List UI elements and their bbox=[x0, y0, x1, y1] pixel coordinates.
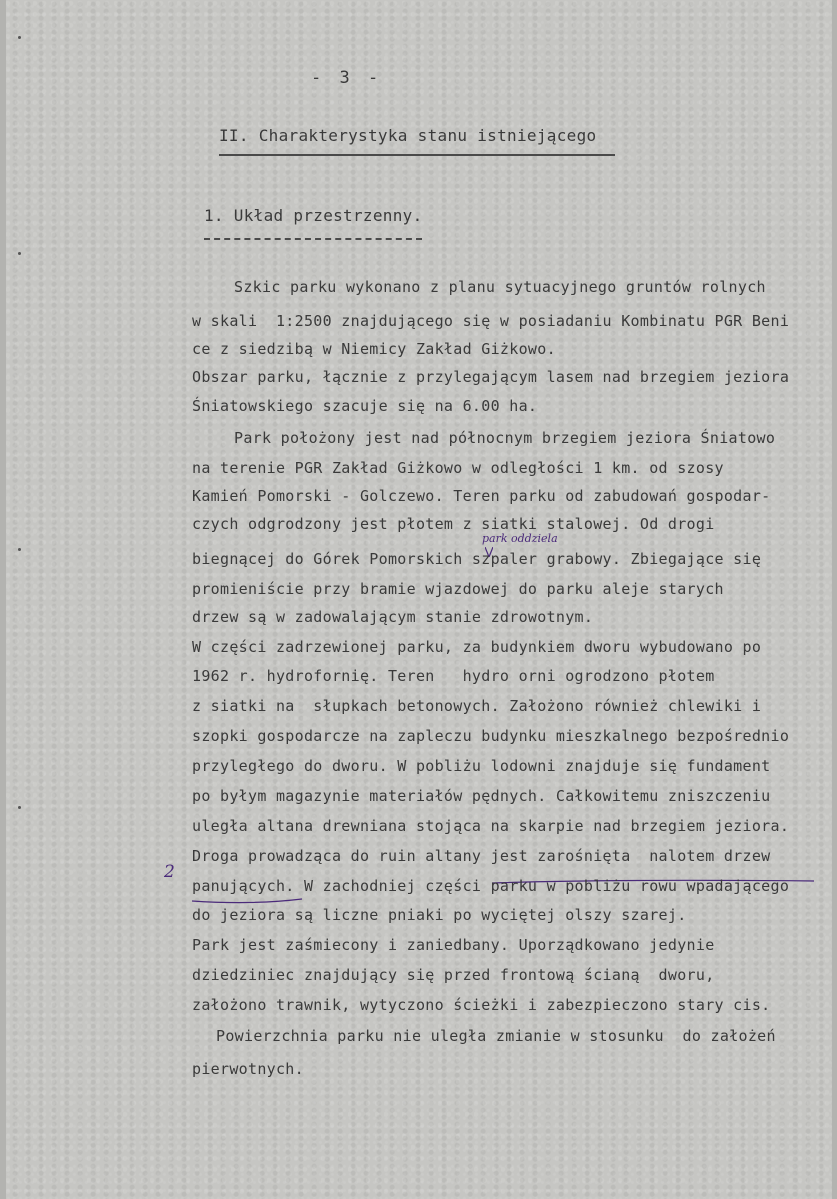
text-line: drzew są w zadowalającym stanie zdrowotnym. bbox=[192, 608, 594, 626]
text-line: pierwotnych. bbox=[192, 1060, 304, 1078]
text-line: uległa altana drewniana stojąca na skarpie nad brzegiem jeziora. bbox=[192, 817, 790, 835]
text-line: dziedziniec znajdujący się przed frontową ścianą dworu, bbox=[192, 966, 715, 984]
chapter-underline bbox=[219, 154, 615, 156]
punch-mark bbox=[18, 252, 21, 255]
text-line: Park jest zaśmiecony i zaniedbany. Uporządkowano jedynie bbox=[192, 936, 715, 954]
text-line: na terenie PGR Zakład Giżkowo w odległości 1 km. od szosy bbox=[192, 459, 724, 477]
text-line: panujących. W zachodniej części parku w pobliżu rowu wpadającego bbox=[192, 877, 790, 895]
text-line: w skali 1:2500 znajdującego się w posiadaniu Kombinatu PGR Beni bbox=[192, 312, 790, 330]
section-title: 1. Układ przestrzenny. bbox=[204, 206, 423, 225]
text-line: po byłym magazynie materiałów pędnych. Całkowitemu zniszczeniu bbox=[192, 787, 771, 805]
text-line: Śniatowskiego szacuje się na 6.00 ha. bbox=[192, 397, 538, 415]
handwritten-margin-note: 2 bbox=[164, 862, 175, 882]
text-line: promieniście przy bramie wjazdowej do parku aleje starych bbox=[192, 580, 724, 598]
text-line: z siatki na słupkach betonowych. Założono również chlewiki i bbox=[192, 697, 762, 715]
punch-mark bbox=[18, 36, 21, 39]
text-line: Kamień Pomorski - Golczewo. Teren parku od zabudowań gospodar- bbox=[192, 487, 771, 505]
section-underline bbox=[204, 238, 422, 240]
text-line: czych odgrodzony jest płotem z siatki stalowej. Od drogi bbox=[192, 515, 715, 533]
text-line: Powierzchnia parku nie uległa zmianie w stosunku do założeń bbox=[216, 1027, 776, 1045]
text-line: Droga prowadząca do ruin altany jest zarośnięta nalotem drzew bbox=[192, 847, 771, 865]
text-line: szopki gospodarcze na zapleczu budynku mieszkalnego bezpośrednio bbox=[192, 727, 790, 745]
text-line: założono trawnik, wytyczono ścieżki i zabezpieczono stary cis. bbox=[192, 996, 771, 1014]
text-line: Szkic parku wykonano z planu sytuacyjnego gruntów rolnych bbox=[234, 278, 766, 296]
punch-mark bbox=[18, 548, 21, 551]
handwritten-insert: park oddziela bbox=[482, 532, 558, 545]
text-line: do jeziora są liczne pniaki po wyciętej olszy szarej. bbox=[192, 906, 687, 924]
text-line: przyległego do dworu. W pobliżu lodowni znajduje się fundament bbox=[192, 757, 771, 775]
text-line: biegnącej do Górek Pomorskich szpaler grabowy. Zbiegające się bbox=[192, 550, 762, 568]
punch-mark bbox=[18, 806, 21, 809]
text-line: Park położony jest nad północnym brzegiem jeziora Śniatowo bbox=[234, 429, 776, 447]
page-number: - 3 - bbox=[311, 68, 383, 88]
chapter-title: II. Charakterystyka stanu istniejącego bbox=[219, 126, 597, 145]
document-page bbox=[6, 0, 832, 1199]
text-line: ce z siedzibą w Niemicy Zakład Giżkowo. bbox=[192, 340, 556, 358]
text-line: Obszar parku, łącznie z przylegającym lasem nad brzegiem jeziora bbox=[192, 368, 790, 386]
text-line: W części zadrzewionej parku, za budynkiem dworu wybudowano po bbox=[192, 638, 762, 656]
text-line: 1962 r. hydrofornię. Teren hydro orni ogrodzono płotem bbox=[192, 667, 715, 685]
